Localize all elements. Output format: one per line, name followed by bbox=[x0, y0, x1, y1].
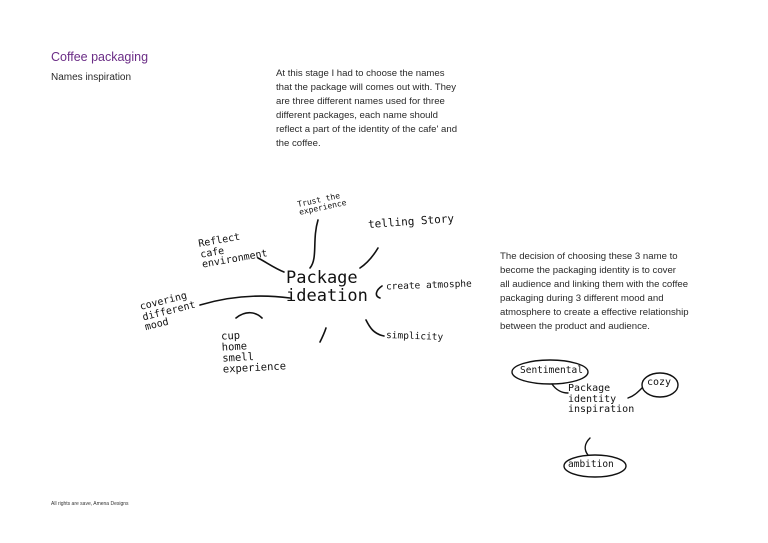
mindmap-node-covering: covering different mood bbox=[138, 290, 197, 334]
page-subtitle: Names inspiration bbox=[51, 72, 132, 83]
mindmap-node-ambition: ambition bbox=[568, 459, 614, 470]
mindmap-node-trust: Trust the experience bbox=[296, 191, 348, 218]
mindmap-node-create-atmosphere: create atmosphe bbox=[385, 278, 472, 293]
footer-copyright: All rights are save, Amena Designs bbox=[51, 501, 129, 507]
decision-paragraph: The decision of choosing these 3 name to become the packaging identity is to cover all audience and linking them with the coffee packaging during 3 different mood and atmosphere to create a effective relationship between the product and audience. bbox=[500, 251, 689, 332]
mindmap-node-cozy: cozy bbox=[647, 377, 672, 388]
mindmap-ideation-center: Package ideation bbox=[286, 268, 368, 306]
mindmap-node-cup: cup home smell experience bbox=[220, 329, 287, 376]
mindmap-identity-center: Package identity inspiration bbox=[568, 383, 635, 415]
mindmap-node-sentimental: Sentimental bbox=[520, 365, 583, 376]
mindmap-node-reflect: Reflect cafe environment bbox=[197, 231, 269, 271]
page-title: Coffee packaging bbox=[51, 50, 149, 64]
mindmap-node-telling-story: telling Story bbox=[367, 212, 455, 231]
intro-paragraph: At this stage I had to choose the names that the package will comes out with. They are three different names used for three different packages, each name should reflect a part of the identity of the cafe' and the coffee. bbox=[276, 68, 458, 149]
mindmap-node-simplicity: simplicity bbox=[385, 330, 444, 343]
